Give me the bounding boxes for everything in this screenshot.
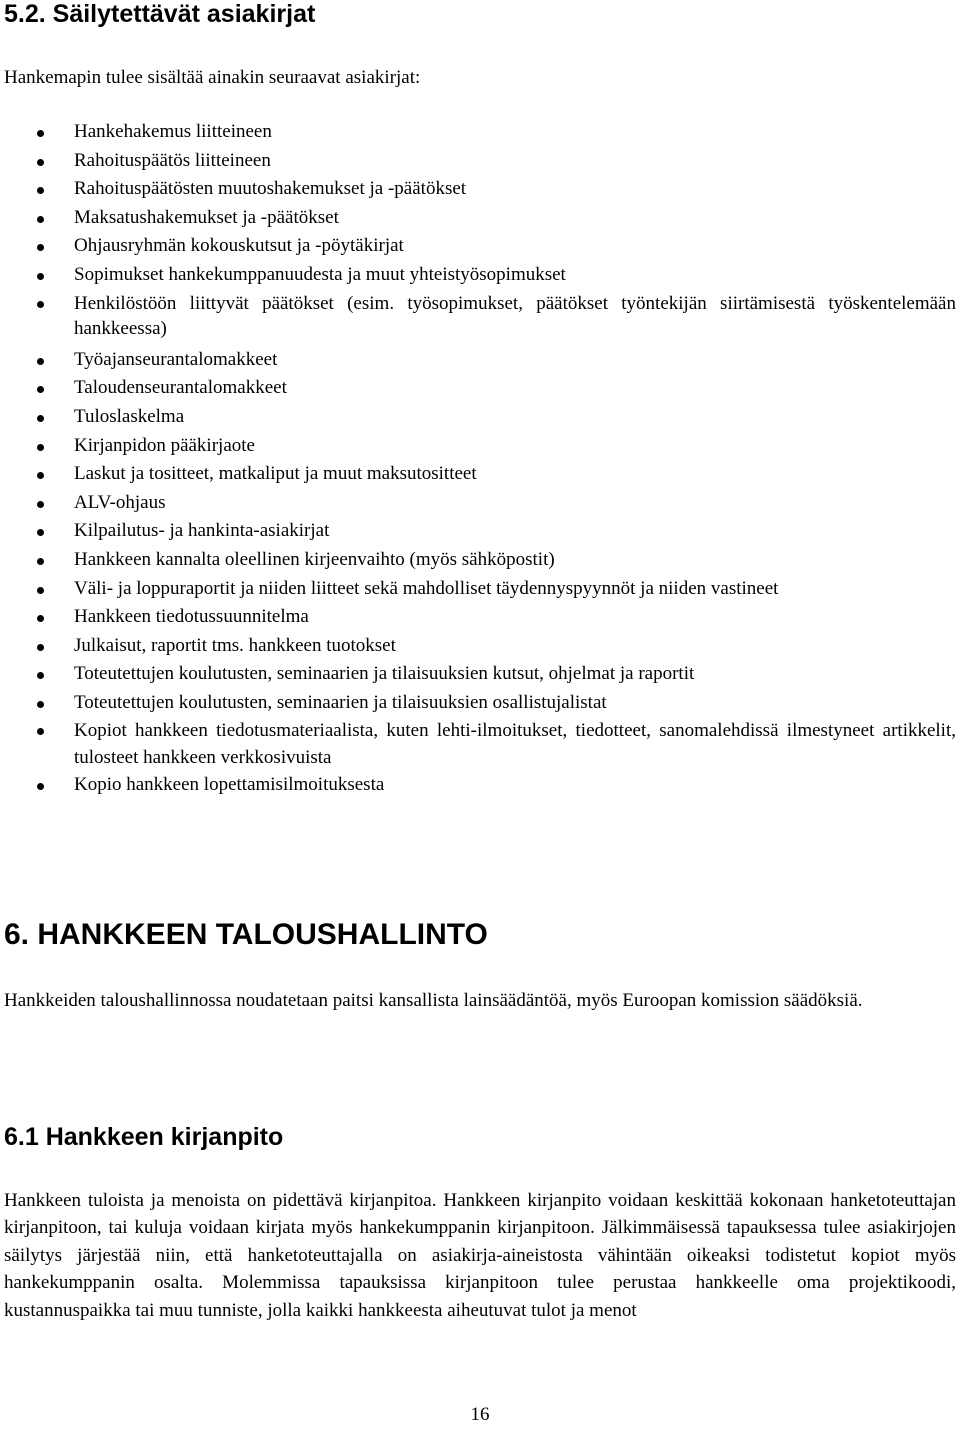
- section-heading-6: 6. HANKKEEN TALOUSHALLINTO: [4, 918, 488, 951]
- list-item: [0, 346, 960, 375]
- section-heading-6-1: 6.1 Hankkeen kirjanpito: [4, 1123, 284, 1151]
- bullet-icon: [37, 358, 44, 365]
- list-item: [0, 489, 960, 518]
- list-item: [0, 232, 960, 261]
- list-item-text: Toteutettujen koulutusten, seminaarien ja tilaisuuksien osallistujalistat: [74, 691, 607, 713]
- list-item-text: Kopiot hankkeen tiedotusmateriaalista, kuten lehti-ilmoitukset, tiedotteet, sanomalehdissä ilmestyneet artikkelit, tulosteet hankkeen verkkosivuista: [74, 720, 956, 769]
- document-list: [0, 118, 960, 800]
- bullet-icon: [37, 472, 44, 479]
- list-item: [0, 660, 960, 689]
- bullet-icon: [37, 244, 44, 251]
- list-item: [0, 291, 960, 342]
- list-item: [0, 546, 960, 575]
- list-item-text: Hankkeen kannalta oleellinen kirjeenvaihto (myös sähköpostit): [74, 548, 555, 570]
- list-item-text: Kirjanpidon pääkirjaote: [74, 434, 255, 456]
- list-item-text: Henkilöstöön liittyvät päätökset (esim. työsopimukset, päätökset työntekijän siirtämisestä työskentelemään hankkeessa): [74, 292, 956, 340]
- bullet-icon: [37, 558, 44, 565]
- list-item-text: Maksatushakemukset ja -päätökset: [74, 206, 339, 228]
- bullet-icon: [37, 273, 44, 280]
- bullet-icon: [37, 783, 44, 790]
- list-item-text: Tuloslaskelma: [74, 405, 185, 427]
- list-item: [0, 771, 960, 800]
- bullet-icon: [37, 728, 44, 735]
- list-item-text: Sopimukset hankekumppanuudesta ja muut yhteistyösopimukset: [74, 263, 566, 285]
- bullet-icon: [37, 301, 44, 308]
- bullet-icon: [37, 615, 44, 622]
- bullet-icon: [37, 159, 44, 166]
- list-item-text: Työajanseurantalomakkeet: [74, 348, 278, 370]
- bullet-icon: [37, 216, 44, 223]
- bullet-icon: [37, 529, 44, 536]
- section-paragraph: Hankkeiden taloushallinnossa noudatetaan paitsi kansallista lainsäädäntöä, myös Euroopan komission säädöksiä.: [4, 990, 863, 1011]
- section-paragraph: Hankkeen tuloista ja menoista on pidettävä kirjanpitoa. Hankkeen kirjanpito voidaan keskittää kokonaan hanketoteuttajan kirjanpitoon, tai kuluja voidaan kirjata myös hankekumppanin kirjanpitoon. Jälkimmäisessä tapauksessa tulee asiakirjojen säilytys järjestää niin, että hanketoteuttajalla on asiakirja-aineistosta vähintään oikeaksi todistetut kopiot myös hankekumppanin osalta. Molemmissa tapauksissa kirjanpitoon tulee perustaa hankkeelle oma projektikoodi, kustannuspaikka tai muu tunniste, jolla kaikki hankkeesta aiheutuvat tulot ja menot: [4, 1190, 956, 1321]
- list-item-text: Väli- ja loppuraportit ja niiden liitteet sekä mahdolliset täydennyspyynnöt ja niiden vastineet: [74, 577, 779, 599]
- list-item-text: Laskut ja tositteet, matkaliput ja muut maksutositteet: [74, 463, 477, 485]
- bullet-icon: [37, 386, 44, 393]
- bullet-icon: [37, 701, 44, 708]
- section-intro: Hankemapin tulee sisältää ainakin seuraavat asiakirjat:: [4, 67, 421, 88]
- list-item: [0, 147, 960, 176]
- list-item-text: Rahoituspäätös liitteineen: [74, 149, 271, 171]
- list-item-text: Ohjausryhmän kokouskutsut ja -pöytäkirjat: [74, 235, 404, 257]
- list-item: [0, 374, 960, 403]
- list-item-text: Toteutettujen koulutusten, seminaarien ja tilaisuuksien kutsut, ohjelmat ja raportit: [74, 663, 695, 685]
- bullet-icon: [37, 187, 44, 194]
- list-item-text: Julkaisut, raportit tms. hankkeen tuotokset: [74, 634, 396, 656]
- bullet-icon: [37, 644, 44, 651]
- list-item: [0, 432, 960, 461]
- list-item: [0, 517, 960, 546]
- list-item: [0, 717, 960, 771]
- list-item: [0, 603, 960, 632]
- list-item: [0, 575, 960, 604]
- bullet-icon: [37, 130, 44, 137]
- list-item: [0, 460, 960, 489]
- page-number: 16: [470, 1404, 490, 1425]
- bullet-icon: [37, 672, 44, 679]
- list-item-text: Hankkeen tiedotussuunnitelma: [74, 606, 309, 628]
- list-item: [0, 403, 960, 432]
- bullet-icon: [37, 444, 44, 451]
- list-item: [0, 118, 960, 147]
- section-heading-5-2: 5.2. Säilytettävät asiakirjat: [4, 0, 316, 28]
- list-item: [0, 632, 960, 661]
- list-item-text: Hankehakemus liitteineen: [74, 121, 272, 142]
- list-item: [0, 204, 960, 233]
- bullet-icon: [37, 415, 44, 422]
- list-item: [0, 175, 960, 204]
- list-item-text: Kilpailutus- ja hankinta-asiakirjat: [74, 520, 330, 542]
- list-item-text: Rahoituspäätösten muutoshakemukset ja -päätökset: [74, 178, 467, 200]
- list-item-text: Kopio hankkeen lopettamisilmoituksesta: [74, 774, 385, 796]
- list-item: [0, 689, 960, 718]
- bullet-icon: [37, 587, 44, 594]
- list-item: [0, 261, 960, 290]
- list-item-text: Taloudenseurantalomakkeet: [74, 377, 287, 399]
- list-item-text: ALV-ohjaus: [74, 491, 166, 513]
- bullet-icon: [37, 501, 44, 508]
